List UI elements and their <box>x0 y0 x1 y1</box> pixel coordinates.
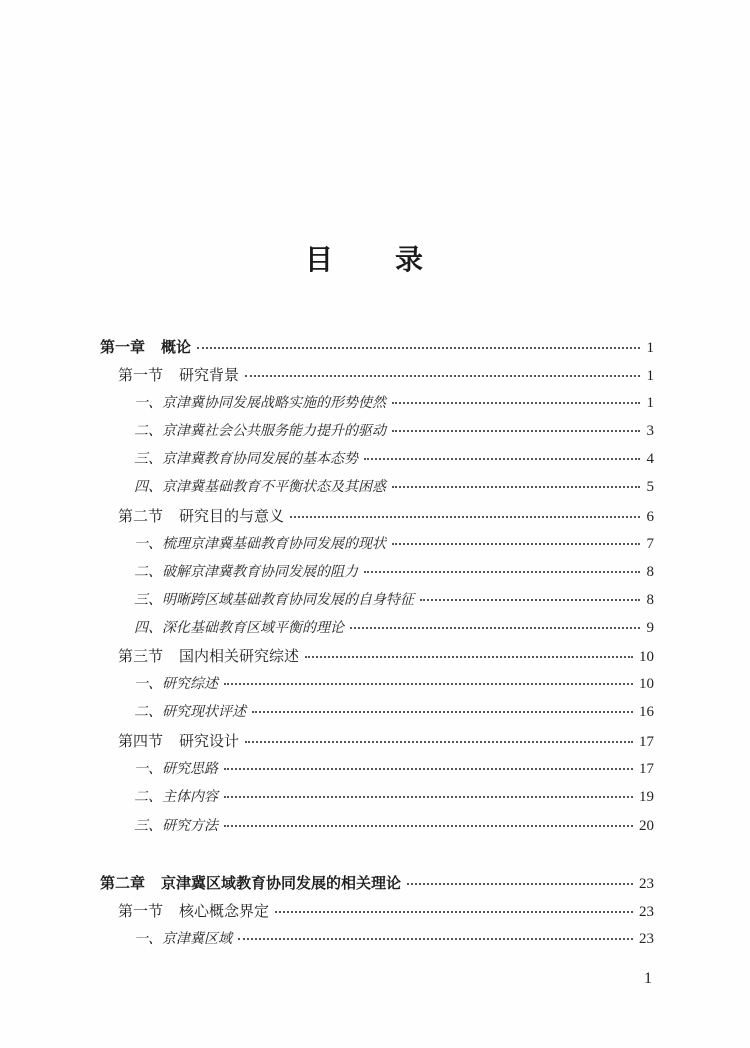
toc-entry-label <box>134 786 218 806</box>
toc-entry-label <box>118 364 239 385</box>
toc-entry-label <box>134 758 218 778</box>
toc-entry-number: 一、研究思路 <box>134 761 218 777</box>
toc-entry-label <box>118 505 284 526</box>
toc-entry-label <box>134 701 246 721</box>
toc-entry[interactable] <box>118 730 654 751</box>
toc-entry[interactable] <box>134 448 654 468</box>
dot-leader <box>245 740 633 743</box>
toc-entry-page: 17 <box>639 734 654 750</box>
toc-entry-number: 第二章 <box>100 874 146 892</box>
dot-leader <box>252 710 633 713</box>
dot-leader <box>407 882 633 885</box>
toc-entry-label <box>134 420 386 440</box>
toc-entry-number: 四、京津冀基础教育不平衡状态及其困惑 <box>134 479 386 495</box>
toc-entry[interactable] <box>118 505 654 526</box>
toc-entry-number: 一、研究综述 <box>134 676 218 692</box>
toc-entry-number: 三、京津冀教育协同发展的基本态势 <box>134 451 358 467</box>
toc-entry-page: 7 <box>646 536 654 552</box>
toc-entry-page: 8 <box>646 564 654 580</box>
dot-leader <box>224 767 633 770</box>
dot-leader <box>364 570 640 573</box>
toc-entry[interactable] <box>134 561 654 581</box>
toc-entry-label <box>118 645 299 666</box>
toc-entry[interactable] <box>134 815 654 835</box>
toc-entry[interactable] <box>134 420 654 440</box>
toc-entry-page: 1 <box>646 395 654 411</box>
toc-entry-page: 1 <box>646 368 654 384</box>
toc-entry-page: 5 <box>646 479 654 495</box>
toc-entry-label <box>134 589 414 609</box>
dot-leader <box>305 655 633 658</box>
dot-leader <box>420 598 640 601</box>
toc-entry-number: 一、京津冀区域 <box>134 931 232 947</box>
toc-entry-page: 20 <box>639 818 654 834</box>
toc-heading-char-2: 录 <box>395 243 486 276</box>
page-number: 1 <box>644 970 652 987</box>
toc-entry-number: 第二节 <box>118 507 164 525</box>
toc-entry[interactable] <box>134 758 654 778</box>
dot-leader <box>392 485 640 488</box>
toc-entry-page: 19 <box>639 789 654 805</box>
toc-entry-title: 研究目的与意义 <box>179 507 285 525</box>
toc-entry[interactable] <box>118 645 654 666</box>
toc-entry-number: 一、梳理京津冀基础教育协同发展的现状 <box>134 536 386 552</box>
toc-entry-title: 研究设计 <box>179 732 240 750</box>
dot-leader <box>224 795 633 798</box>
toc-entry-number: 三、明晰跨区域基础教育协同发展的自身特征 <box>134 592 414 608</box>
toc-entry-page: 23 <box>639 904 654 920</box>
dot-leader <box>392 401 640 404</box>
toc-entry-label <box>134 673 218 693</box>
toc-entry-number: 四、深化基础教育区域平衡的理论 <box>134 620 344 636</box>
toc-entry-title: 国内相关研究综述 <box>179 647 300 665</box>
toc-entry-page: 4 <box>646 451 654 467</box>
toc-entry-page: 23 <box>639 876 654 892</box>
toc-entry-number: 第一章 <box>100 338 146 356</box>
toc-entry[interactable] <box>100 872 654 893</box>
toc-entry-page: 10 <box>639 649 654 665</box>
toc-entry[interactable] <box>118 900 654 921</box>
toc-entry-page: 6 <box>646 509 654 525</box>
toc-entry-number: 二、主体内容 <box>134 789 218 805</box>
toc-entry-title: 京津冀区域教育协同发展的相关理论 <box>161 874 402 892</box>
toc-entry[interactable] <box>100 336 654 357</box>
toc-entry-label <box>134 561 358 581</box>
toc-entry-label <box>134 533 386 553</box>
toc-entry-number: 二、破解京津冀教育协同发展的阻力 <box>134 564 358 580</box>
toc-entry[interactable] <box>134 617 654 637</box>
dot-leader <box>275 910 633 913</box>
toc-entry-page: 23 <box>639 931 654 947</box>
toc-entry-number: 二、京津冀社会公共服务能力提升的驱动 <box>134 423 386 439</box>
dot-leader <box>364 457 640 460</box>
toc-entry[interactable] <box>134 928 654 948</box>
dot-leader <box>224 682 633 685</box>
toc-entry-label <box>100 872 401 893</box>
toc-entry-number: 三、研究方法 <box>134 818 218 834</box>
toc-entry-label <box>134 815 218 835</box>
toc-entry-label <box>100 336 191 357</box>
toc-entry-page: 16 <box>639 704 654 720</box>
dot-leader <box>392 429 640 432</box>
toc-entry[interactable] <box>134 786 654 806</box>
toc-entry-page: 9 <box>646 620 654 636</box>
toc-entry-page: 10 <box>639 676 654 692</box>
dot-leader <box>238 937 633 940</box>
toc-entry[interactable] <box>118 364 654 385</box>
toc-entry-title: 核心概念界定 <box>179 902 270 920</box>
toc-entry-label <box>134 476 386 496</box>
toc-entry-label <box>134 392 386 412</box>
toc-entry[interactable] <box>134 476 654 496</box>
toc-entry-page: 1 <box>646 340 654 356</box>
toc-entry-number: 一、京津冀协同发展战略实施的形势使然 <box>134 395 386 411</box>
toc-entry-page: 8 <box>646 592 654 608</box>
toc-entry-number: 第三节 <box>118 647 164 665</box>
toc-entry-label <box>134 928 232 948</box>
toc-entry-number: 第四节 <box>118 732 164 750</box>
dot-leader <box>245 374 640 377</box>
toc-entry-title: 研究背景 <box>179 366 240 384</box>
toc-entry[interactable] <box>134 673 654 693</box>
toc-entry-label <box>134 617 344 637</box>
toc-entry[interactable] <box>134 392 654 412</box>
toc-entry-number: 二、研究现状评述 <box>134 704 246 720</box>
toc-entry[interactable] <box>134 589 654 609</box>
dot-leader <box>224 824 633 827</box>
toc-entry-page: 3 <box>646 423 654 439</box>
toc-entry-page: 17 <box>639 761 654 777</box>
toc-entry[interactable] <box>134 701 654 721</box>
toc-heading-char-1: 目 <box>304 243 395 276</box>
dot-leader <box>290 515 640 518</box>
toc-entry-label <box>118 900 269 921</box>
toc-entry-number: 第一节 <box>118 902 164 920</box>
toc-entry-title: 概论 <box>161 338 192 356</box>
dot-leader <box>197 346 640 349</box>
toc-entry-label <box>118 730 239 751</box>
toc-entry[interactable] <box>134 533 654 553</box>
toc-entry-number: 第一节 <box>118 366 164 384</box>
dot-leader <box>350 626 640 629</box>
dot-leader <box>392 542 640 545</box>
toc-entry-label <box>134 448 358 468</box>
